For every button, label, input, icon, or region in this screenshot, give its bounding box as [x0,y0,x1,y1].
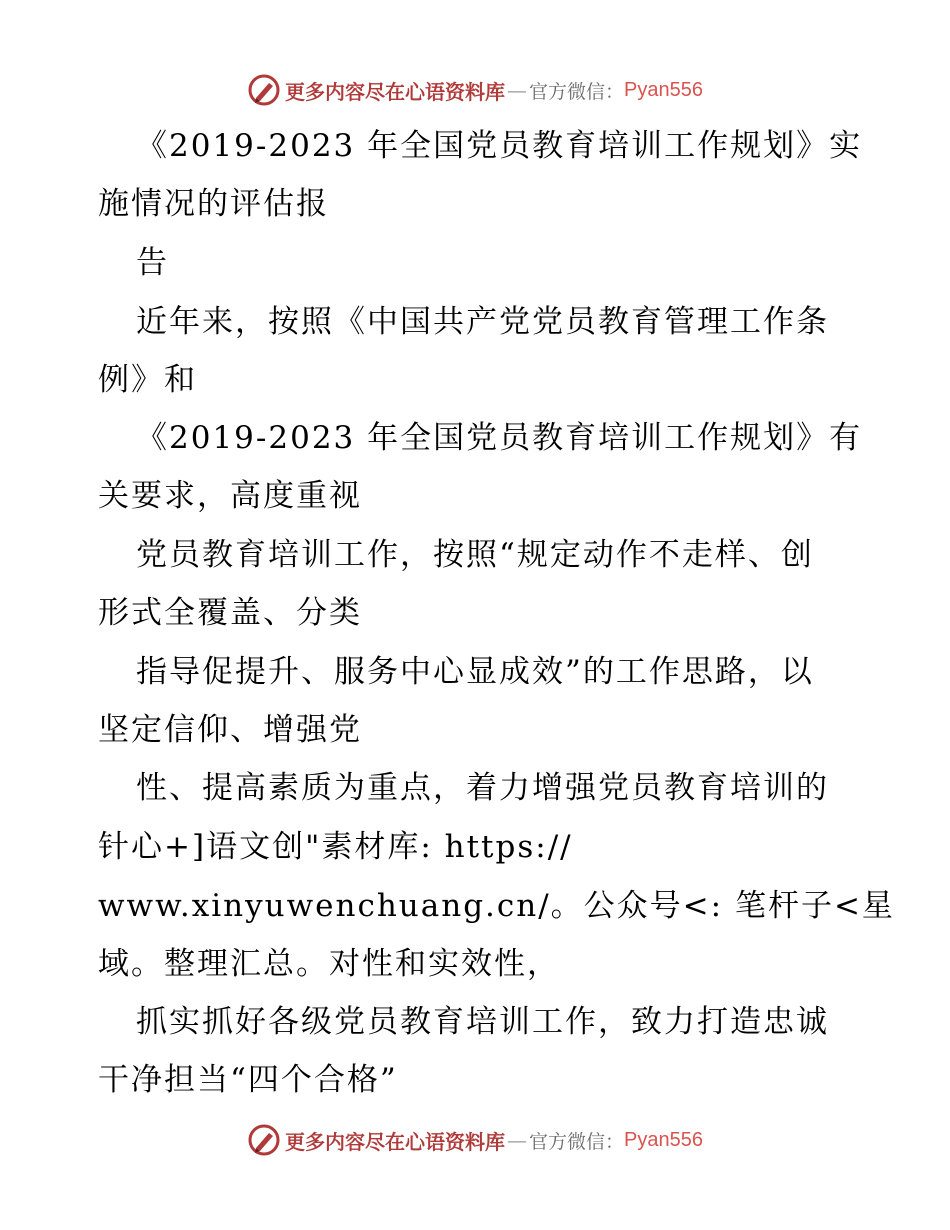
footer-banner-content [247,1123,703,1157]
document-line: www.xinyuwenchuang.cn/。公众号<: 笔杆子<星 [98,888,895,924]
document-line: 针心+]语文创"素材库: https:// [98,829,573,865]
footer-banner-separator: — [507,1128,527,1152]
document-line: 性、提高素质为重点，着力增强党员教育培训的 [136,770,829,806]
document-line: 干净担当“四个合格” [98,1062,398,1098]
pen-logo-icon [247,73,281,107]
document-line: 施情况的评估报 [98,186,329,222]
header-banner-text: 更多内容尽在心语资料库 [285,79,505,104]
document-line: 《2019-2023 年全国党员教育培训工作规划》有 [136,420,863,456]
header-wechat-label: 官方微信： [529,80,625,103]
document-line: 例》和 [98,362,197,398]
header-banner [0,70,950,110]
document-line: 形式全覆盖、分类 [98,595,362,631]
document-line: 告 [136,245,169,281]
header-banner-content [247,73,703,107]
footer-banner-text: 更多内容尽在心语资料库 [285,1129,505,1154]
footer-wechat-id: Pyan556 [624,1128,703,1151]
header-banner-separator: — [507,78,527,102]
footer-wechat-label: 官方微信： [529,1130,625,1153]
document-line: 坚定信仰、增强党 [98,712,362,748]
document-line: 抓实抓好各级党员教育培训工作，致力打造忠诚 [136,1004,829,1040]
pen-logo-icon [247,1123,281,1157]
document-line: 《2019-2023 年全国党员教育培训工作规划》实 [136,128,863,164]
document-line: 指导促提升、服务中心显成效”的工作思路，以 [136,654,814,690]
header-wechat-id: Pyan556 [624,78,703,101]
document-line: 域。整理汇总。对性和实效性， [98,946,560,982]
document-line: 关要求，高度重视 [98,478,362,514]
document-line: 党员教育培训工作，按照“规定动作不走样、创 [136,537,814,573]
footer-banner [0,1120,950,1160]
document-line: 近年来，按照《中国共产党党员教育管理工作条 [136,304,829,340]
